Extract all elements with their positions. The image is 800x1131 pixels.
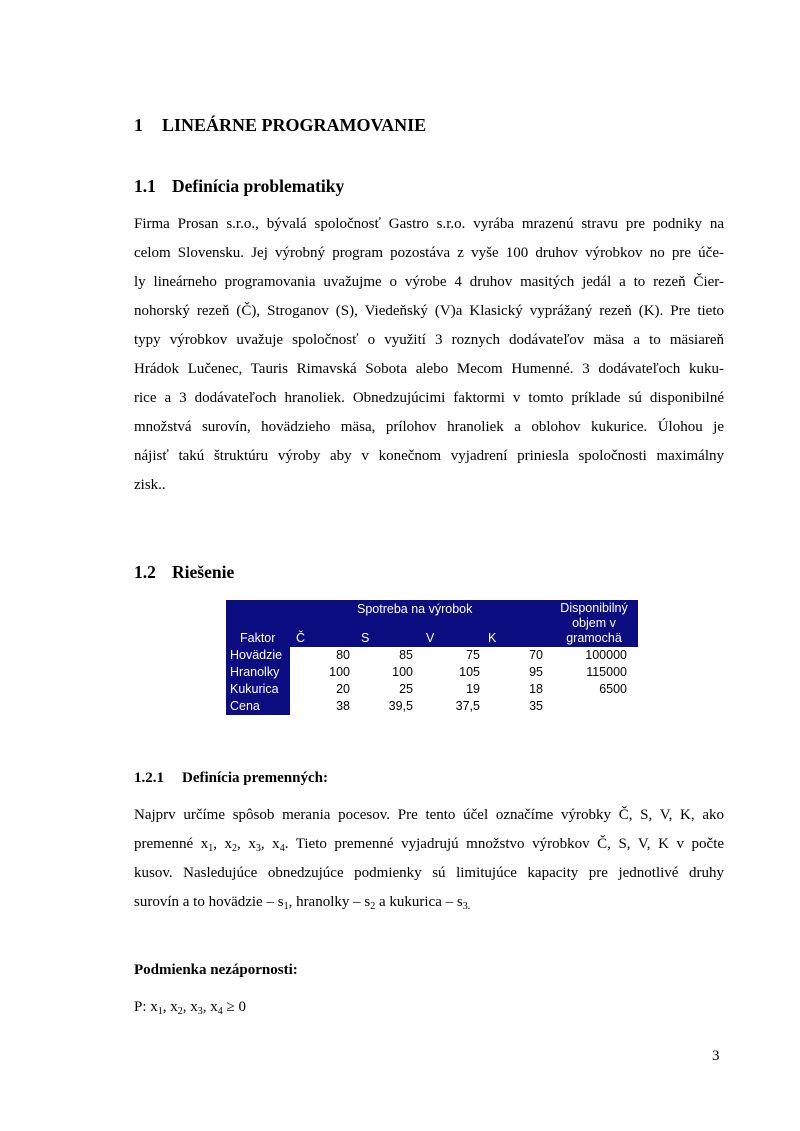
text-run: , x: [182, 999, 198, 1015]
subscript: 2: [370, 901, 376, 912]
subscript: 1: [208, 843, 214, 854]
table-row-label: Kukurica: [230, 682, 279, 696]
subscript: 2: [177, 1006, 183, 1017]
paragraph-line: Hrádok Lučenec, Tauris Rimavská Sobota alebo Mecom Humenné. 3 dodávateľoch kuku-: [134, 361, 724, 377]
table-column-header: V: [426, 631, 435, 645]
subsection-title: Definícia premenných:: [182, 770, 328, 786]
paragraph-line: zisk..: [134, 477, 166, 493]
table-column-header: S: [361, 631, 370, 645]
table-cell: 80: [336, 648, 350, 662]
subscript: 1: [157, 1006, 163, 1017]
table-cell: 38: [336, 699, 350, 713]
table-column-header: Č: [296, 631, 306, 645]
section-number: 1.1: [134, 176, 156, 196]
section-heading-1-2: [134, 562, 234, 583]
table-cell: 75: [466, 648, 480, 662]
table-cell: 25: [399, 682, 413, 696]
subscript: .: [467, 901, 471, 912]
page-number: 3: [712, 1048, 720, 1064]
paragraph-line: [134, 888, 724, 917]
table-row-label: Hranolky: [230, 665, 280, 679]
table-cell: 100: [329, 665, 350, 679]
text-run: , x: [237, 836, 256, 852]
section-heading-1-1: [134, 176, 344, 197]
text-run: surovín a to hovädzie – s: [134, 894, 284, 910]
paragraph-line: množstvá surovín, hovädzieho mäsa, prílohov hranoliek a oblohov kukurice. Úlohou je: [134, 419, 724, 435]
text-run: P: x: [134, 999, 158, 1015]
table-row-header: Faktor: [240, 631, 276, 645]
subscript: 4: [279, 843, 285, 854]
section-number: 1.2: [134, 562, 156, 582]
consumption-table: [226, 600, 638, 715]
subsection-number: 1.2.1: [134, 770, 164, 786]
table-cell-capacity: 100000: [585, 648, 627, 662]
paragraph-line: kusov. Nasledujúce obnedzujúce podmienky sú limitujúce kapacity pre jednotlivé druhy: [134, 865, 724, 881]
subscript: 4: [217, 1006, 223, 1017]
table-cell: 85: [399, 648, 413, 662]
table-cell: 20: [336, 682, 350, 696]
table-cell: 70: [529, 648, 543, 662]
table-cell: 35: [529, 699, 543, 713]
subsection-heading-1-2-1: [134, 770, 328, 787]
paragraph-line: Firma Prosan s.r.o., bývalá spoločnosť Gastro s.r.o. vyrába mrazenú stravu pre podniky na: [134, 216, 724, 232]
text-run: , x: [202, 999, 218, 1015]
paragraph-line: rice a 3 dodávateľoch hranoliek. Obnedzujúcimi faktormi v tomto príklade sú disponibilné: [134, 390, 724, 406]
nonnegativity-heading: Podmienka nezápornosti:: [134, 962, 298, 978]
table-cell-capacity: 6500: [599, 682, 627, 696]
paragraph-line: ly lineárneho programovania uvažujme o výrobe 4 druhov masitých jedál a to rezeň Čier-: [134, 274, 724, 290]
table-cell: 18: [529, 682, 543, 696]
paragraph-line: [134, 830, 724, 859]
nonnegativity-condition: [134, 999, 246, 1016]
table-cell: 105: [459, 665, 480, 679]
problem-definition-paragraph: [134, 210, 724, 500]
table-cell: 19: [466, 682, 480, 696]
subscript: 3: [462, 901, 468, 912]
table-row-label: Hovädzie: [230, 648, 283, 662]
subscript: 3: [255, 843, 261, 854]
table-cell: 37,5: [455, 699, 480, 713]
chapter-heading: [134, 115, 426, 136]
table-group-header: Spotreba na výrobok: [357, 602, 473, 616]
text-run: premenné x: [134, 836, 209, 852]
paragraph-line: celom Slovensku. Jej výrobný program pozostáva z vyše 100 druhov výrobkov no pre úče-: [134, 245, 724, 261]
paragraph-line: nájisť takú štruktúru výroby aby v konečnom vyjadrení priniesla spoločnosti maximálny: [134, 448, 724, 464]
text-run: . Tieto premenné vyjadrujú množstvo výrobkov Č, S, V, K v počte: [284, 836, 725, 852]
subscript: 2: [232, 843, 238, 854]
table-capacity-header-line3: gramochä: [566, 631, 622, 645]
text-run: , x: [213, 836, 233, 852]
text-run: , x: [260, 836, 280, 852]
table-column-header: K: [488, 631, 497, 645]
text-run: , hranolky – s: [288, 894, 371, 910]
table-capacity-header-line2: objem v: [572, 616, 616, 630]
table-row-label: Cena: [230, 699, 260, 713]
text-run: ≥ 0: [222, 999, 246, 1015]
text-run: a kukurica – s: [375, 894, 463, 910]
table-capacity-header-line1: Disponibilný: [560, 601, 628, 615]
paragraph-line: Najprv určíme spôsob merania pocesov. Pre tento účel označíme výrobky Č, S, V, K, ako: [134, 807, 724, 823]
section-title: Definícia problematiky: [172, 176, 345, 196]
subscript: 3: [197, 1006, 203, 1017]
chapter-number: 1: [134, 115, 143, 135]
section-title: Riešenie: [172, 562, 235, 582]
table-cell-capacity: 115000: [586, 665, 627, 679]
text-run: , x: [162, 999, 178, 1015]
table-cell: 100: [392, 665, 413, 679]
table-cell: 95: [529, 665, 543, 679]
paragraph-line: nohorský rezeň (Č), Stroganov (S), Viedeňský (V)a Klasický vyprážaný rezeň (K). Pre tieto: [134, 303, 724, 319]
chapter-title: LINEÁRNE PROGRAMOVANIE: [162, 115, 427, 135]
table-cell: 39,5: [388, 699, 413, 713]
variables-paragraph: [134, 801, 724, 917]
subscript: 1: [283, 901, 289, 912]
paragraph-line: typy výrobkov uvažuje spoločnosť o využití 3 roznych dodávateľov mäsa a to mäsiareň: [134, 332, 724, 348]
